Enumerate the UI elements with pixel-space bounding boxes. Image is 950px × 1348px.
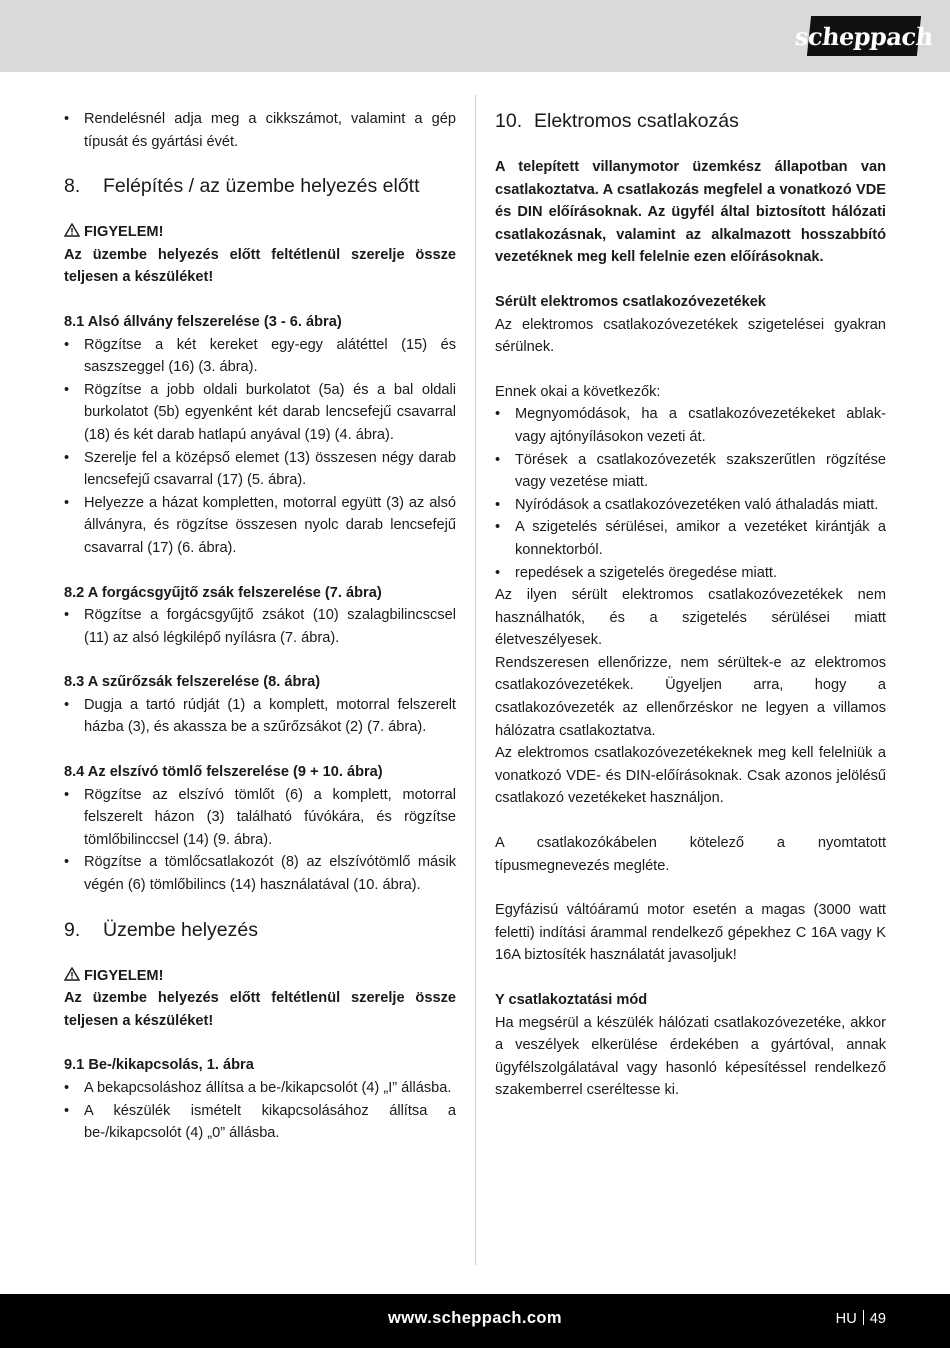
- section-heading-10: 10. Elektromos csatlakozás: [495, 110, 739, 132]
- list-item: • Dugja a tartó rúdját (1) a komplett, motorral felszerelt házba (3), és akassza be a szűrőzsákot (2) (7. ábra).: [64, 694, 456, 739]
- list-item: • repedések a szigetelés öregedése miatt.: [495, 562, 886, 585]
- subsection-heading: Y csatlakoztatási mód: [495, 992, 648, 1008]
- paragraph: Rendszeresen ellenőrizze, nem sérültek-e az elektromos csatlakozóvezetékek. Ügyeljen arra, hogy a csatlakozóvezeték az ellenőrzéskor ne legyen a villamos hálózatra csatlakoztatva.: [495, 654, 886, 739]
- subsection-heading: 8.3 A szűrőzsák felszerelése (8. ábra): [64, 674, 321, 691]
- subsection-heading: 9.1 Be-/kikapcsolás, 1. ábra: [64, 1057, 254, 1074]
- list-item: • Rendelésnél adja meg a cikkszámot, valamint a gép típusát és gyártási évét.: [64, 108, 456, 153]
- paragraph: Az ilyen sérült elektromos csatlakozóvezetékek nem használhatók, és a szigetelés sérülései miatt életveszélyesek.: [495, 587, 886, 649]
- paragraph: Ennek okai a következők:: [495, 383, 661, 400]
- section-heading-8: 8. Felépítés / az üzembe helyezés előtt: [64, 175, 420, 198]
- list-item: • A bekapcsoláshoz állítsa a be-/kikapcsolót (4) „I” állásba.: [64, 1077, 456, 1100]
- warning-label: FIGYELEM!: [64, 221, 456, 244]
- list-item: • Rögzítse a forgácsgyűjtő zsákot (10) szalagbilincscsel (11) az alsó légkilépő nyílásra (7. ábra).: [64, 604, 456, 649]
- paragraph: Az elektromos csatlakozóvezetékeknek meg kell felelniük a vonatkozó VDE- és DIN-előírásoknak. Csak azonos jelölésű csatlakozó vezetékeket használjon.: [495, 745, 886, 807]
- warning-text: Az üzembe helyezés előtt feltétlenül szerelje össze teljesen a készüléket!: [64, 990, 456, 1029]
- paragraph: Ha megsérül a készülék hálózati csatlakozóvezetéke, akkor a veszélyek elkerülése érdekében a gyártóval, annak ügyfélszolgálatával vagy hasonló képesítéssel rendelkező szakemberrel cseréltesse ki.: [495, 1014, 886, 1099]
- list-item: • Rögzítse az elszívó tömlőt (6) a komplett, motorral felszerelt házon (3) található fúvókára, és rögzítse tömlőbilinccsel (14) (9. ábra).: [64, 784, 456, 852]
- list-item: • Szerelje fel a középső elemet (13) összesen négy darab lencsefejű csavarral (17) (5. ábra).: [64, 447, 456, 492]
- list-item: • A szigetelés sérülései, amikor a vezetéket kirántják a konnektorból.: [495, 516, 886, 561]
- warning-label: FIGYELEM!: [64, 965, 456, 988]
- intro-text: A telepített villanymotor üzemkész állapotban van csatlakoztatva. A csatlakozás megfelel a vonatkozó VDE és DIN előírásoknak. Az ügyfél által biztosított hálózati csatlakozásnak, valamint az alkalmazott hosszabbító vezetéknek meg kell felelnie ezen előírásoknak.: [495, 159, 886, 266]
- section-heading-9: 9. Üzembe helyezés: [64, 918, 258, 941]
- subsection-heading: Sérült elektromos csatlakozóvezetékek: [495, 293, 766, 310]
- list-item: • Törések a csatlakozóvezeték szakszerűtlen rögzítése vagy vezetése miatt.: [495, 449, 886, 494]
- warning-text: Az üzembe helyezés előtt feltétlenül szerelje össze teljesen a készüléket!: [64, 246, 456, 286]
- column-divider: [475, 95, 476, 1265]
- paragraph: A csatlakozókábelen kötelező a nyomtatott típusmegnevezés megléte.: [495, 835, 886, 874]
- subsection-heading: 8.1 Alsó állvány felszerelése (3 - 6. ábra): [64, 313, 342, 330]
- list-item: • Helyezze a házat kompletten, motorral együtt (3) az alsó állványra, és rögzítse összesen nyolc darab lencsefejű csavarral (17) (6. ábra).: [64, 492, 456, 560]
- list-item: • Nyíródások a csatlakozóvezetéken való áthaladás miatt.: [495, 494, 886, 517]
- warning-icon: [64, 223, 80, 237]
- paragraph: Egyfázisú váltóáramú motor esetén a magas (3000 watt feletti) indítási árammal rendelkező gépekhez C 16A vagy K 16A biztosíték használatát javasoljuk!: [495, 902, 886, 964]
- subsection-heading: 8.4 Az elszívó tömlő felszerelése (9 + 10. ábra): [64, 764, 383, 781]
- paragraph: Az elektromos csatlakozóvezetékek szigetelései gyakran sérülnek.: [495, 316, 886, 356]
- list-item: • Megnyomódások, ha a csatlakozóvezetékeket ablak- vagy ajtónyílásokon vezeti át.: [495, 403, 886, 448]
- page-number: HU 49: [835, 1311, 886, 1327]
- list-item: • A készülék ismételt kikapcsolásához állítsa a be-/kikapcsolót (4) „0” állásba.: [64, 1100, 456, 1145]
- footer-url[interactable]: www.scheppach.com: [388, 1309, 562, 1327]
- warning-icon: [64, 967, 80, 981]
- list-item: • Rögzítse a tömlőcsatlakozót (8) az elszívótömlő másik végén (6) tömlőbilincs (14) használatával (10. ábra).: [64, 851, 456, 896]
- list-item: • Rögzítse a jobb oldali burkolatot (5a) és a bal oldali burkolatot (5b) egyenként két darab lencsefejű csavarral (18) és két darab hatlapú anyával (19) (4. ábra).: [64, 379, 456, 447]
- brand-logo: scheppach: [807, 16, 921, 56]
- list-item: • Rögzítse a két kereket egy-egy alátéttel (15) és saszszeggel (16) (3. ábra).: [64, 334, 456, 379]
- footer-bar: [0, 1294, 950, 1348]
- left-column: [64, 108, 456, 1145]
- subsection-heading: 8.2 A forgácsgyűjtő zsák felszerelése (7. ábra): [64, 584, 382, 601]
- right-column: [495, 108, 886, 1102]
